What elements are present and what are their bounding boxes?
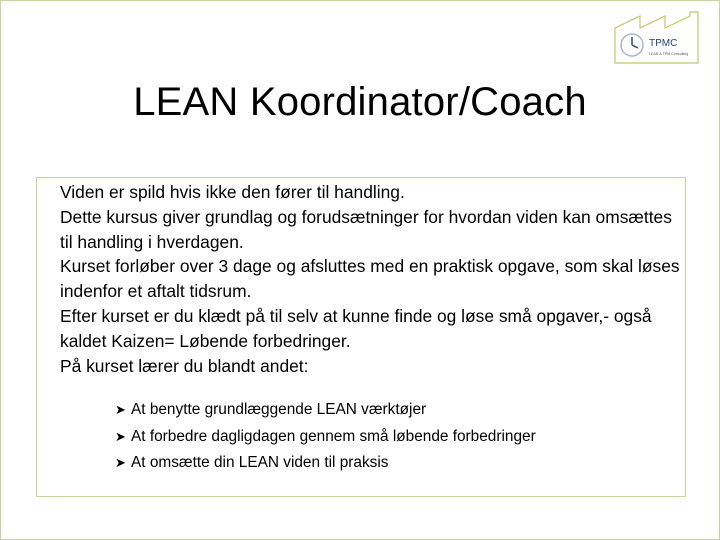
paragraph: Efter kurset er du klædt på til selv at kunne finde og løse små opgaver,- også kaldet Kaizen= Løbende forbedringer. <box>60 305 652 351</box>
slide-title: LEAN Koordinator/Coach <box>133 80 587 124</box>
list-item <box>115 397 675 424</box>
arrow-bullet-icon: ➤ <box>115 402 126 417</box>
logo-text: TPMC <box>649 38 678 49</box>
tpmc-logo <box>610 8 704 66</box>
bullet-list <box>115 397 675 477</box>
bullet-text: At omsætte din LEAN viden til praksis <box>131 454 389 471</box>
paragraph: Kurset forløber over 3 dage og afsluttes med en praktisk opgave, som skal løses indenfor et aftalt tidsrum. <box>60 256 680 302</box>
paragraph: På kurset lærer du blandt andet: <box>60 355 309 376</box>
arrow-bullet-icon: ➤ <box>115 455 126 470</box>
logo-subtext: LEAN & TPM Consulting <box>649 52 689 56</box>
bullet-text: At forbedre dagligdagen gennem små løbende forbedringer <box>131 427 536 445</box>
body-text <box>60 180 685 378</box>
factory-logo-icon <box>610 8 704 66</box>
bullet-text: At benytte grundlæggende LEAN værktøjer <box>131 401 427 418</box>
paragraph: Viden er spild hvis ikke den fører til handling. <box>60 182 405 202</box>
arrow-bullet-icon: ➤ <box>115 428 126 444</box>
list-item <box>115 424 675 451</box>
paragraph: Dette kursus giver grundlag og forudsætninger for hvordan viden kan omsættes til handling i hverdagen. <box>60 206 672 252</box>
list-item <box>115 450 675 477</box>
